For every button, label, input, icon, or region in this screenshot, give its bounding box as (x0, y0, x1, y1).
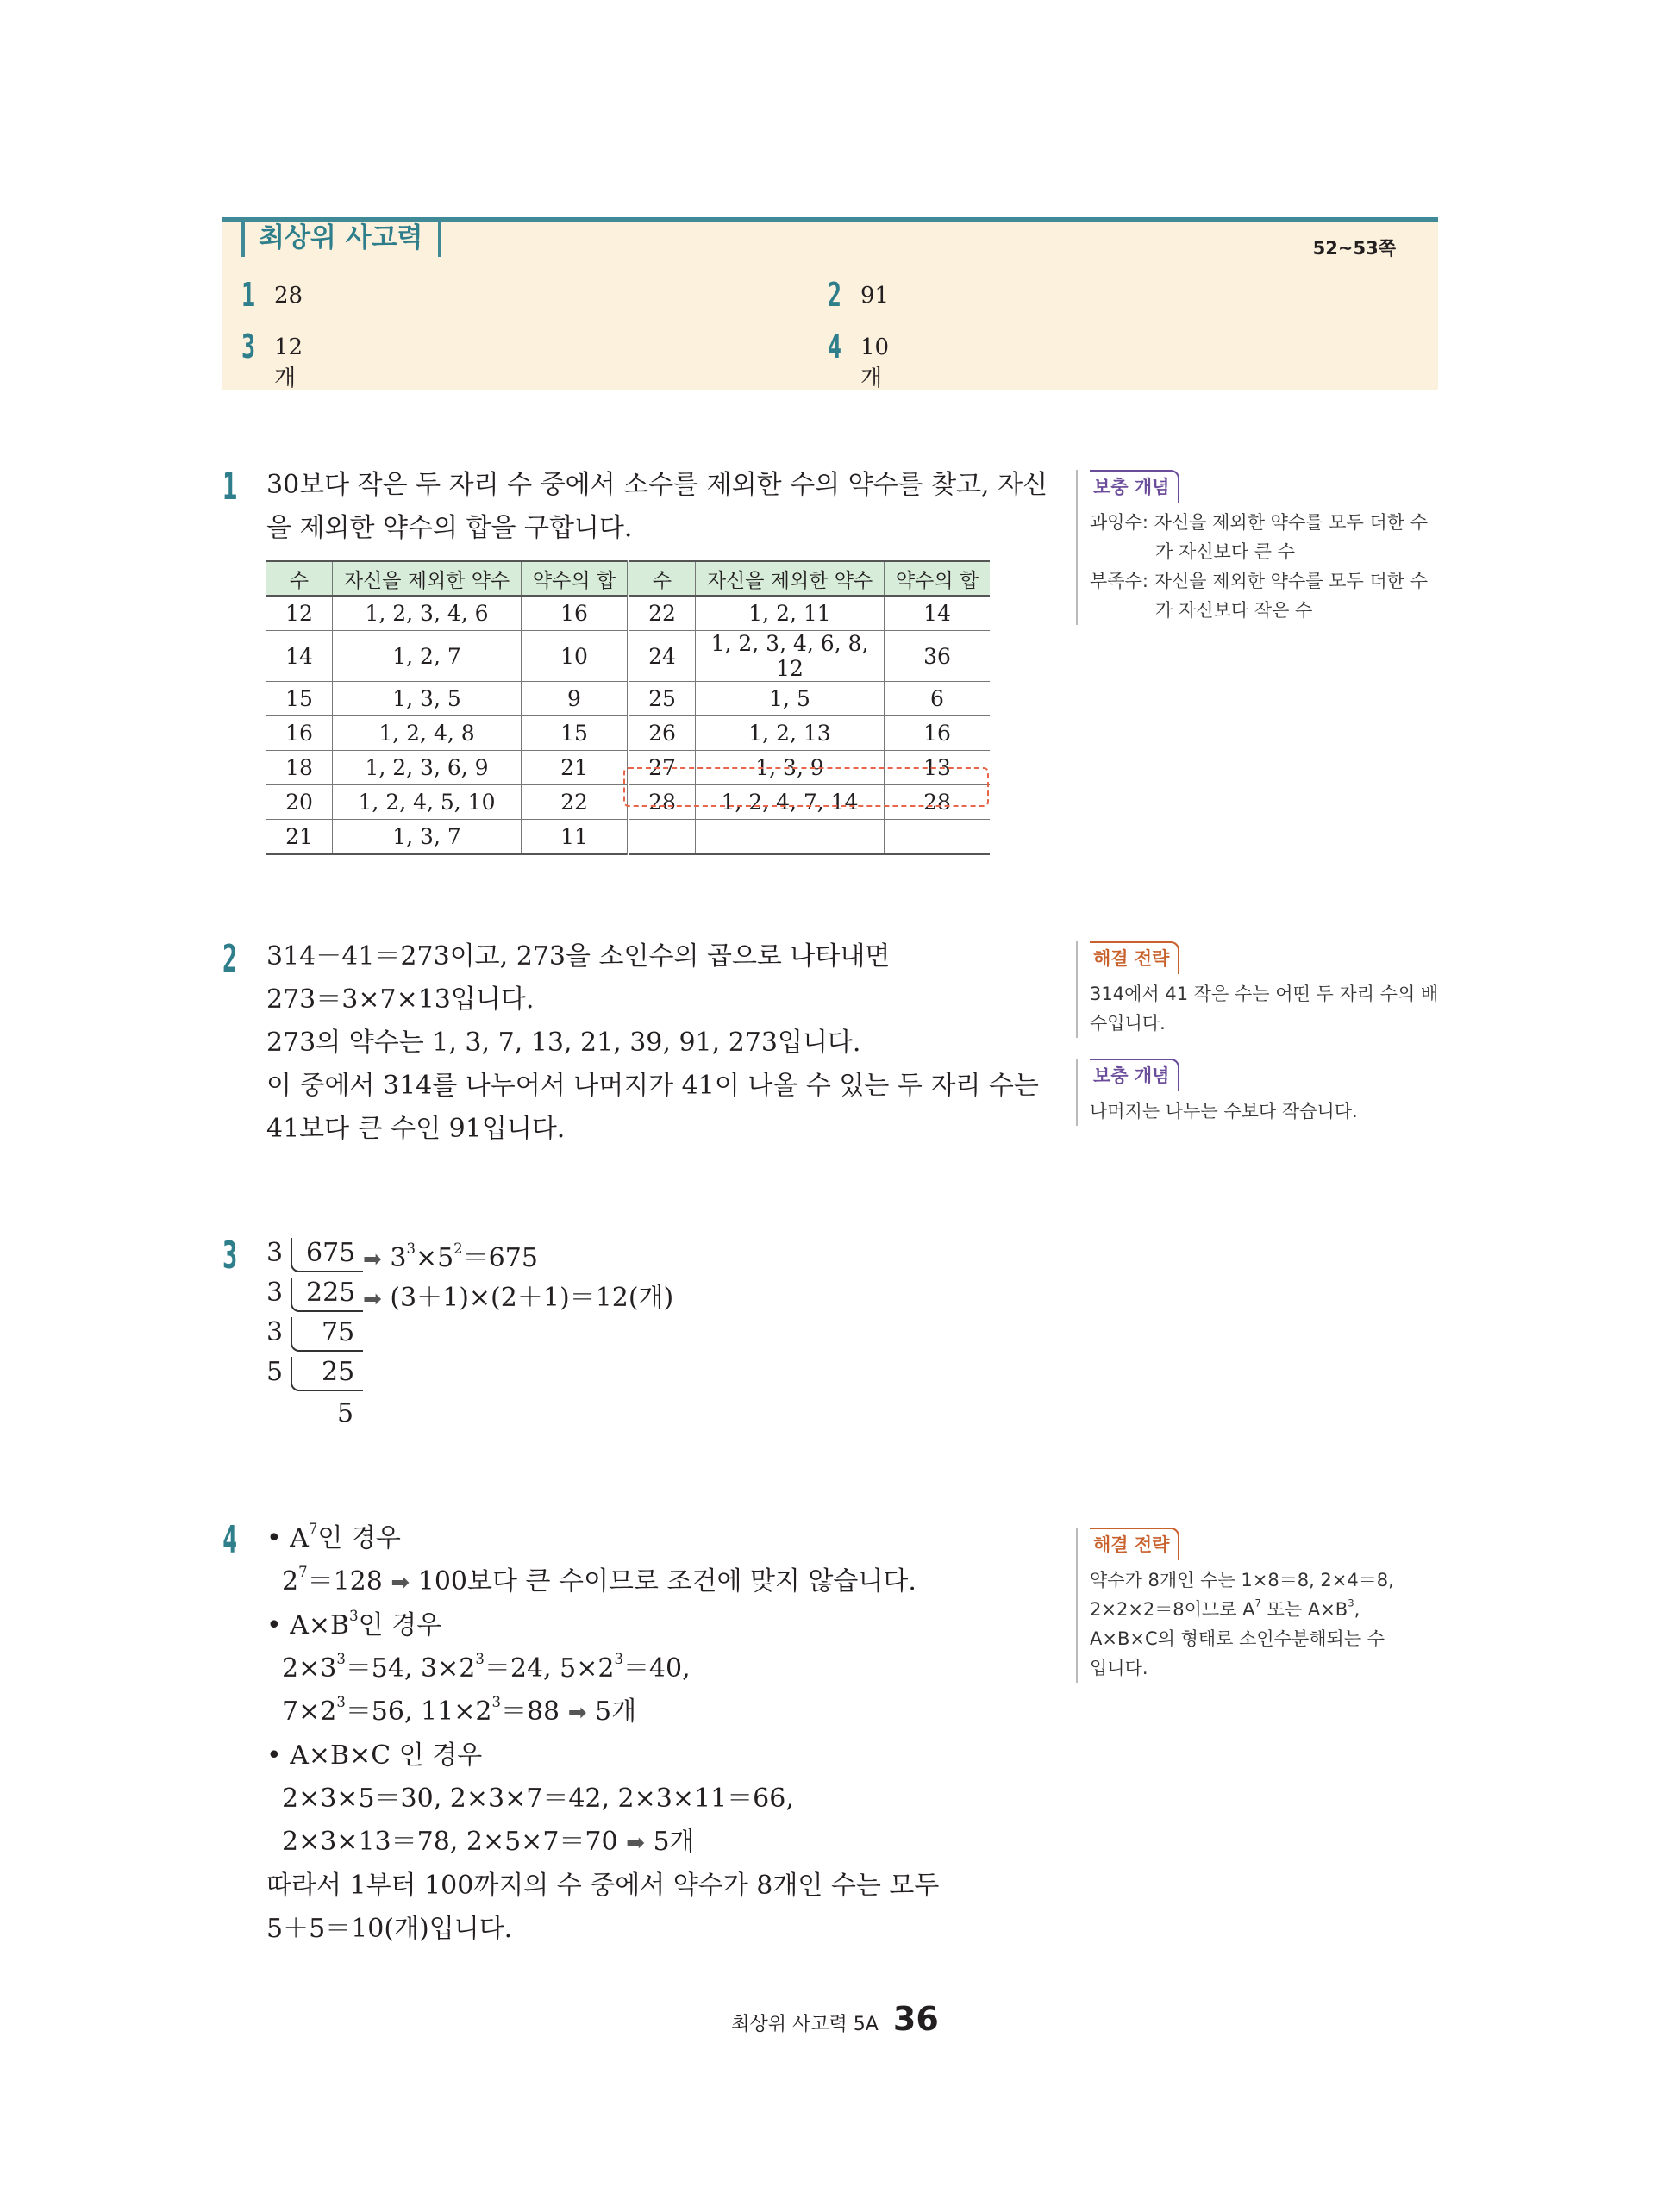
math-part: 7×2 (282, 1696, 337, 1727)
math-part: ＝40, (622, 1653, 691, 1684)
page-footer (0, 2000, 1670, 2038)
column-header: 수 (266, 561, 333, 596)
table-cell: 1, 2, 3, 4, 6 (333, 596, 522, 631)
division-bracket (291, 1238, 363, 1272)
table-row (266, 631, 990, 682)
note-line: 입니다. (1090, 1658, 1148, 1678)
text-line: 을 제외한 약수의 합을 구합니다. (266, 513, 633, 543)
side-note (1076, 470, 1452, 625)
arrow-right-icon: ➡ (363, 1247, 382, 1272)
math-part: 5개 (653, 1827, 695, 1857)
divisor-table (266, 560, 990, 855)
table-cell: 28 (885, 785, 991, 820)
table-cell: 15 (522, 716, 629, 751)
note-tag: 보충 개념 (1090, 470, 1179, 503)
solution-text (266, 1517, 939, 1951)
table-cell: 16 (885, 716, 991, 751)
note-tag: 해결 전략 (1090, 1528, 1179, 1560)
table-cell: 24 (629, 631, 696, 682)
math-part: ×5 (415, 1243, 454, 1273)
problem-number: 1 (222, 465, 238, 509)
table-cell: 18 (266, 751, 333, 785)
solution-text (266, 464, 1048, 550)
math-part: 100보다 큰 수이므로 조건에 맞지 않습니다. (417, 1566, 916, 1597)
math-part: ＝88 (500, 1696, 560, 1727)
note-tag: 보충 개념 (1090, 1059, 1179, 1091)
table-cell: 1, 2, 4, 5, 10 (333, 785, 522, 820)
table-cell: 12 (266, 596, 333, 631)
table-cell (629, 820, 696, 855)
text-line: 41보다 큰 수인 91입니다. (266, 1114, 566, 1144)
note-line: 부족수: 자신을 제외한 약수를 모두 더한 수 (1090, 571, 1428, 591)
table-header-row (266, 561, 990, 596)
table-cell (885, 820, 991, 855)
bullet: • (266, 1740, 282, 1771)
column-header: 자신을 제외한 약수 (333, 561, 522, 596)
note-line: A×B×C의 형태로 소인수분해되는 수 (1090, 1628, 1385, 1649)
note-text (1090, 1097, 1452, 1126)
note-line: 과잉수: 자신을 제외한 약수를 모두 더한 수 (1090, 512, 1428, 533)
answer-value: 12개 (274, 334, 303, 391)
arrow-right-icon: ➡ (567, 1700, 587, 1726)
math-part: 2×3×13＝78, 2×5×7＝70 (282, 1827, 618, 1857)
text-line (266, 1690, 939, 1734)
table-cell: 15 (266, 682, 333, 716)
text-line (266, 1647, 939, 1690)
text-line: 273의 약수는 1, 3, 7, 13, 21, 39, 91, 273입니다. (266, 1028, 861, 1058)
page-range: 52~53쪽 (1312, 238, 1396, 259)
note-tag: 해결 전략 (1090, 941, 1179, 974)
table-cell: 1, 3, 7 (333, 820, 522, 855)
table-cell: 25 (629, 682, 696, 716)
text-line: 2×3×5＝30, 2×3×7＝42, 2×3×11＝66, (282, 1784, 794, 1814)
exponent: 2 (453, 1240, 463, 1258)
side-note (1076, 1528, 1452, 1683)
math-part: 또는 A×B (1260, 1599, 1348, 1620)
answer-number: 2 (828, 276, 842, 314)
exponent: 7 (298, 1564, 308, 1581)
side-note (1076, 1059, 1452, 1126)
math-part: 인 경우 (317, 1523, 401, 1553)
table-cell: 9 (522, 682, 629, 716)
table-cell: 16 (266, 716, 333, 751)
table-cell: 1, 5 (696, 682, 885, 716)
solution-text (266, 935, 1039, 1151)
bullet: • (266, 1610, 282, 1640)
dividend: 225 (306, 1278, 356, 1308)
table-cell: 36 (885, 631, 991, 682)
table-cell: 14 (266, 631, 333, 682)
table-cell: 1, 3, 5 (333, 682, 522, 716)
exponent: 3 (336, 1694, 346, 1711)
note-text (1090, 508, 1452, 625)
math-part: ＝54, 3×2 (345, 1653, 476, 1684)
note-line: 가 자신보다 큰 수 (1155, 541, 1296, 562)
exponent: 3 (491, 1694, 501, 1711)
answer-value: 28 (274, 283, 303, 309)
table-cell (696, 820, 885, 855)
math-part: A (290, 1523, 309, 1553)
exponent: 7 (1254, 1597, 1261, 1609)
divisor: 3 (266, 1238, 284, 1268)
text-line: 5＋5＝10(개)입니다. (266, 1914, 513, 1944)
table-cell: 20 (266, 785, 333, 820)
problem-number: 3 (222, 1234, 238, 1278)
answer-value: 10개 (860, 334, 890, 391)
exponent: 3 (475, 1651, 485, 1668)
table-cell: 10 (522, 631, 629, 682)
table-cell: 11 (522, 820, 629, 855)
math-part: A×B×C 인 경우 (290, 1740, 483, 1771)
division-bracket (291, 1317, 363, 1352)
section-title: 최상위 사고력 (259, 222, 423, 253)
math-part: ＝56, 11×2 (345, 1696, 492, 1727)
column-header: 약수의 합 (885, 561, 991, 596)
table-cell: 16 (522, 596, 629, 631)
text-line: 30보다 작은 두 자리 수 중에서 소수를 제외한 수의 약수를 찾고, 자신 (266, 470, 1048, 500)
division-bracket (291, 1357, 363, 1391)
note-line (1090, 1595, 1452, 1624)
divisor: 3 (266, 1317, 284, 1347)
table-cell: 14 (885, 596, 991, 631)
math-part: A×B (290, 1610, 350, 1640)
math-part: (3＋1)×(2＋1)＝12(개) (390, 1283, 674, 1313)
text-line: 이 중에서 314를 나누어서 나머지가 41이 나올 수 있는 두 자리 수는 (266, 1071, 1039, 1101)
math-part: 2×2×2＝8이므로 A (1090, 1599, 1255, 1620)
problem-number: 2 (222, 937, 238, 981)
exponent: 3 (349, 1608, 359, 1625)
table-cell: 1, 2, 3, 6, 9 (333, 751, 522, 785)
text-line: 273＝3×7×13입니다. (266, 984, 535, 1015)
quotient: 5 (337, 1398, 354, 1428)
math-part: 2 (282, 1566, 299, 1597)
table-cell: 22 (629, 596, 696, 631)
math-part: ＝675 (462, 1243, 538, 1273)
text-line (266, 1604, 939, 1647)
divisor: 5 (266, 1357, 284, 1387)
table-cell: 6 (885, 682, 991, 716)
table-cell: 1, 2, 3, 4, 6, 8, 12 (696, 631, 885, 682)
text-line (266, 1560, 939, 1604)
note-text (1090, 979, 1452, 1038)
answer-value: 91 (860, 283, 890, 309)
math-part: , (1354, 1599, 1360, 1620)
result-line (363, 1236, 538, 1274)
table-row (266, 820, 990, 855)
section-title-frame (241, 222, 441, 257)
table-cell: 21 (266, 820, 333, 855)
note-line: 수입니다. (1090, 1013, 1166, 1034)
problem-number: 4 (222, 1518, 238, 1562)
note-line: 가 자신보다 작은 수 (1155, 600, 1313, 621)
exponent: 3 (614, 1651, 623, 1668)
exponent: 3 (406, 1240, 416, 1258)
page-number: 36 (892, 2000, 939, 2038)
note-text (1090, 1565, 1452, 1683)
text-line (266, 1821, 939, 1865)
table-cell: 27 (629, 751, 696, 785)
answer-number: 3 (241, 328, 256, 366)
dividend: 25 (322, 1357, 355, 1387)
prime-factorization-ladder (266, 1233, 870, 1440)
table-row (266, 716, 990, 751)
divisor: 3 (266, 1278, 284, 1308)
arrow-right-icon: ➡ (626, 1830, 645, 1856)
text-line: 314－41＝273이고, 273을 소인수의 곱으로 나타내면 (266, 941, 891, 972)
table-cell: 1, 2, 11 (696, 596, 885, 631)
math-part: ＝128 (307, 1566, 383, 1597)
table-cell: 13 (885, 751, 991, 785)
answer-number: 1 (241, 276, 256, 314)
arrow-right-icon: ➡ (363, 1286, 382, 1312)
answer-highlight-box (623, 767, 989, 807)
table-cell: 26 (629, 716, 696, 751)
table-cell: 28 (629, 785, 696, 820)
table-cell: 1, 3, 9 (696, 751, 885, 785)
exponent: 3 (1348, 1597, 1354, 1609)
answer-number: 4 (828, 328, 842, 366)
table-cell: 1, 2, 4, 8 (333, 716, 522, 751)
note-line: 약수가 8개인 수는 1×8＝8, 2×4＝8, (1090, 1570, 1394, 1590)
bullet: • (266, 1523, 282, 1553)
book-title: 최상위 사고력 5A (731, 2014, 879, 2035)
text-line: 따라서 1부터 100까지의 수 중에서 약수가 8개인 수는 모두 (266, 1871, 940, 1901)
note-line: 나머지는 나누는 수보다 작습니다. (1090, 1101, 1358, 1122)
exponent: 7 (308, 1521, 318, 1538)
table-cell: 22 (522, 785, 629, 820)
column-header: 자신을 제외한 약수 (696, 561, 885, 596)
math-part: ＝24, 5×2 (484, 1653, 615, 1684)
table-row (266, 682, 990, 716)
dividend: 675 (306, 1238, 356, 1268)
table-cell: 1, 2, 4, 7, 14 (696, 785, 885, 820)
column-header: 수 (629, 561, 696, 596)
math-part: 5개 (595, 1696, 637, 1727)
table-cell: 21 (522, 751, 629, 785)
division-bracket (291, 1278, 363, 1312)
math-part: 2×3 (282, 1653, 337, 1684)
table-cell: 1, 2, 13 (696, 716, 885, 751)
math-part: 3 (390, 1243, 407, 1273)
table-row (266, 596, 990, 631)
side-note (1076, 941, 1452, 1038)
note-line: 314에서 41 작은 수는 어떤 두 자리 수의 배 (1090, 984, 1439, 1004)
arrow-right-icon: ➡ (391, 1570, 410, 1596)
dividend: 75 (322, 1317, 355, 1347)
text-line (266, 1517, 939, 1560)
math-part: 인 경우 (358, 1610, 442, 1640)
result-line (363, 1276, 673, 1314)
text-line (266, 1734, 939, 1778)
table-cell: 1, 2, 7 (333, 631, 522, 682)
column-header: 약수의 합 (522, 561, 629, 596)
exponent: 3 (336, 1651, 346, 1668)
